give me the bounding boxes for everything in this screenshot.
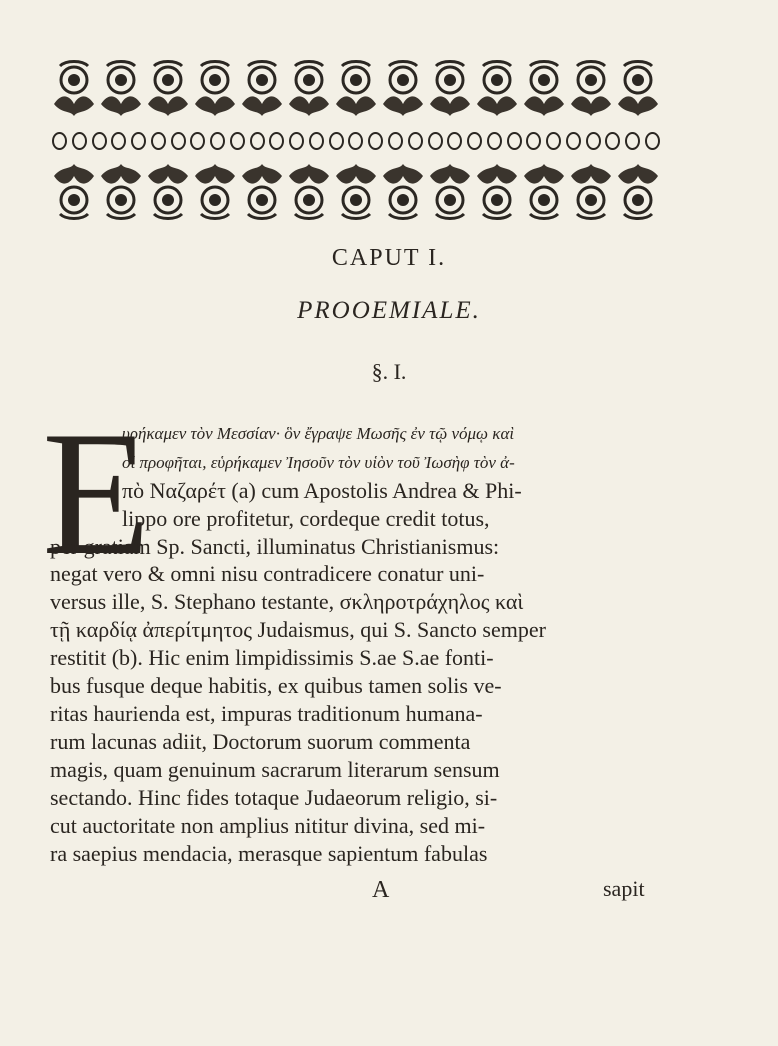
ornament-rosette-icon (616, 160, 660, 220)
ornament-circle-icon (230, 132, 245, 150)
ornament-rosette-icon (428, 160, 472, 220)
ornament-cell (522, 160, 566, 220)
ornament-cell (287, 60, 331, 120)
text-line: υρήκαμεν τὸν Μεσσίαν· ὃν ἔγραψε Μωσῆς ἐν τῷ νόμῳ καὶ (122, 424, 515, 443)
ornament-cell (193, 160, 237, 220)
ornament-cell (193, 60, 237, 120)
ornament-rosette-icon (475, 160, 519, 220)
ornament-circle-icon (408, 132, 423, 150)
ornament-rosette-icon (522, 160, 566, 220)
ornament-cell (616, 160, 660, 220)
ornament-circle-icon (546, 132, 561, 150)
ornament-cell (52, 60, 96, 120)
section-number: §. I. (371, 359, 407, 384)
ornament-circle-icon (210, 132, 225, 150)
ornament-circle-icon (348, 132, 363, 150)
ornament-flower-row-bottom (52, 160, 660, 220)
ornament-cell (569, 160, 613, 220)
ornament-rosette-icon (334, 160, 378, 220)
ornament-circle-row (52, 132, 660, 154)
ornament-cell (522, 60, 566, 120)
ornament-rosette-icon (475, 60, 519, 120)
text-line: οἱ προφῆται, εὑρήκαμεν Ἰησοῦν τὸν υἱὸν τοῦ Ἰωσὴφ τὸν ἀ- (122, 453, 515, 472)
ornament-cell (334, 160, 378, 220)
ornament-cell (569, 60, 613, 120)
text-line: magis, quam genuinum sacrarum literarum sensum (50, 757, 500, 782)
ornament-cell (475, 60, 519, 120)
ornament-circle-icon (111, 132, 126, 150)
ornament-rosette-icon (522, 60, 566, 120)
ornament-rosette-icon (381, 160, 425, 220)
text-line: τῇ καρδίᾳ ἀπερίτμητος Judaismus, qui S. Sancto semper (50, 617, 546, 642)
ornament-rosette-icon (569, 60, 613, 120)
ornament-circle-icon (151, 132, 166, 150)
ornament-rosette-icon (428, 60, 472, 120)
text-line: πὸ Ναζαρέτ (a) cum Apostolis Andrea & Phi- (122, 478, 522, 503)
ornament-circle-icon (368, 132, 383, 150)
headpiece-ornament (52, 60, 660, 220)
drop-cap-initial: E (42, 394, 151, 592)
ornament-cell (99, 160, 143, 220)
ornament-cell (146, 160, 190, 220)
ornament-cell (475, 160, 519, 220)
ornament-cell (146, 60, 190, 120)
ornament-circle-icon (329, 132, 344, 150)
text-line: rum lacunas adiit, Doctorum suorum commenta (50, 729, 471, 754)
ornament-cell (52, 160, 96, 220)
ornament-circle-icon (507, 132, 522, 150)
ornament-cell (428, 60, 472, 120)
ornament-circle-icon (92, 132, 107, 150)
ornament-circle-icon (250, 132, 265, 150)
ornament-circle-icon (467, 132, 482, 150)
text-line: ra saepius mendacia, merasque sapientum fabulas (50, 841, 488, 866)
ornament-rosette-icon (616, 60, 660, 120)
ornament-cell (334, 60, 378, 120)
ornament-circle-icon (269, 132, 284, 150)
ornament-rosette-icon (52, 60, 96, 120)
ornament-rosette-icon (146, 160, 190, 220)
ornament-circle-icon (645, 132, 660, 150)
text-line: lippo ore profitetur, cordeque credit totus, (122, 506, 490, 531)
ornament-cell (99, 60, 143, 120)
ornament-circle-icon (625, 132, 640, 150)
text-line: bus fusque deque habitis, ex quibus tamen solis ve- (50, 673, 502, 698)
text-line: sectando. Hinc fides totaque Judaeorum religio, si- (50, 785, 498, 810)
ornament-circle-icon (526, 132, 541, 150)
ornament-flower-row-top (52, 60, 660, 120)
ornament-rosette-icon (99, 60, 143, 120)
chapter-subtitle: PROOEMIALE. (297, 297, 481, 324)
ornament-rosette-icon (334, 60, 378, 120)
ornament-rosette-icon (240, 60, 284, 120)
ornament-rosette-icon (287, 160, 331, 220)
text-line: ritas haurienda est, impuras traditionum humana- (50, 701, 483, 726)
ornament-rosette-icon (146, 60, 190, 120)
ornament-rosette-icon (287, 60, 331, 120)
ornament-cell (381, 60, 425, 120)
ornament-circle-icon (566, 132, 581, 150)
ornament-rosette-icon (193, 160, 237, 220)
ornament-circle-icon (605, 132, 620, 150)
ornament-rosette-icon (381, 60, 425, 120)
ornament-rosette-icon (240, 160, 284, 220)
ornament-circle-icon (171, 132, 186, 150)
ornament-circle-icon (289, 132, 304, 150)
ornament-circle-icon (487, 132, 502, 150)
ornament-circle-icon (309, 132, 324, 150)
chapter-heading: CAPUT I. (331, 245, 447, 271)
ornament-rosette-icon (99, 160, 143, 220)
ornament-cell (287, 160, 331, 220)
ornament-rosette-icon (193, 60, 237, 120)
ornament-circle-icon (586, 132, 601, 150)
ornament-cell (428, 160, 472, 220)
text-line: negat vero & omni nisu contradicere conatur uni- (50, 561, 485, 586)
ornament-circle-icon (388, 132, 403, 150)
text-line: cut auctoritate non amplius nititur divina, sed mi- (50, 813, 486, 838)
catchword: sapit (603, 876, 645, 901)
ornament-circle-icon (428, 132, 443, 150)
text-line: versus ille, S. Stephano testante, σκληροτράχηλος καὶ (50, 589, 524, 614)
text-line: per gratiam Sp. Sancti, illuminatus Christianismus: (50, 534, 500, 559)
ornament-cell (240, 60, 284, 120)
ornament-rosette-icon (52, 160, 96, 220)
ornament-cell (240, 160, 284, 220)
ornament-cell (381, 160, 425, 220)
ornament-circle-icon (447, 132, 462, 150)
ornament-circle-icon (190, 132, 205, 150)
text-line: restitit (b). Hic enim limpidissimis S.ae S.ae fonti- (50, 645, 494, 670)
ornament-cell (616, 60, 660, 120)
ornament-circle-icon (52, 132, 67, 150)
ornament-circle-icon (131, 132, 146, 150)
ornament-circle-icon (72, 132, 87, 150)
signature-mark: A (372, 877, 390, 903)
ornament-rosette-icon (569, 160, 613, 220)
